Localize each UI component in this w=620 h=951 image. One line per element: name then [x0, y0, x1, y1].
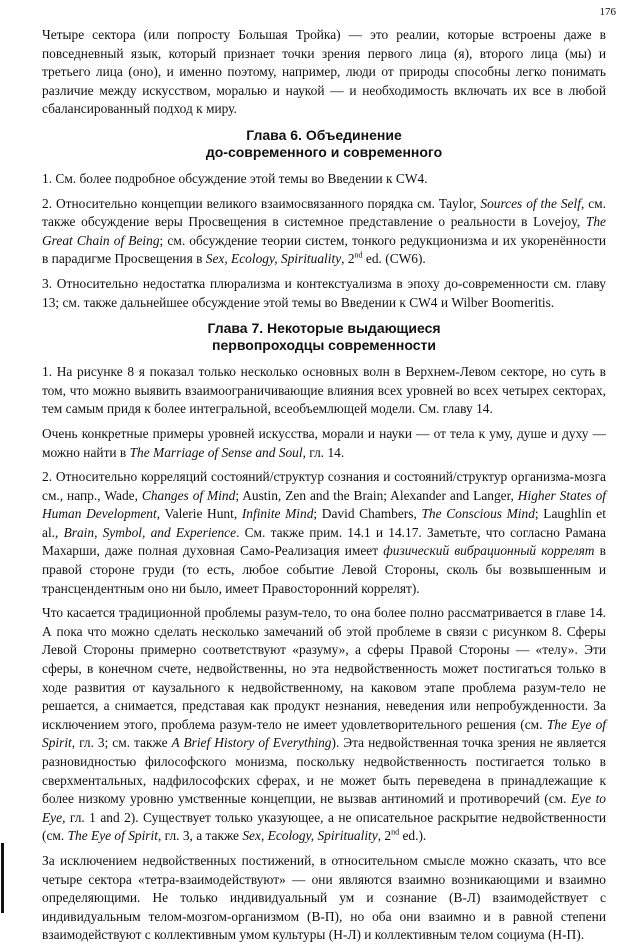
page-number: 176	[599, 6, 616, 18]
text-run: , гл. 1 and 2). Существует только указующее, а не описательное раскрытие недвойственности (см.	[42, 809, 606, 844]
page-content	[42, 26, 606, 951]
superscript: nd	[354, 250, 363, 260]
book-title: Changes of Mind	[141, 487, 236, 503]
text-run: , гл. 3; см. также	[71, 735, 172, 751]
book-title: The Marriage of Sense and Soul	[129, 444, 303, 460]
chapter-7-note-2-mind-body	[42, 604, 606, 846]
text-run: ). Эта недвойственная точка зрения не является разновидностью философского монизма, поскольку недвойственность постигается только в сверхментальных, надфилософских сферах, и не может быть переведена в принадлежащие к более низкому уровню умственные концепции, не вызвав антиномий и противоречий (см.	[42, 735, 606, 807]
text-run: ed.).	[399, 828, 427, 844]
book-title: Brain, Symbol, and Experience	[63, 524, 237, 540]
text-run: , 2	[341, 251, 355, 267]
text-run: , 2	[377, 828, 392, 844]
book-title: The Conscious Mind	[421, 506, 535, 522]
text-run: ; Laughlin et al.,	[42, 506, 606, 540]
chapter-7-note-2	[42, 468, 606, 598]
book-title: Sex, Ecology, Spirituality	[205, 251, 342, 267]
chapter-6-note-3: 3. Относительно недостатка плюрализма и контекстуализма в эпоху до-современности см. главу 13; см. также дальнейшее обсуждение этой темы во Введении к CW4 и Wilber Boomeritis.	[42, 275, 606, 310]
chapter-7-title-line-1: Глава 7. Некоторые выдающиеся	[207, 320, 441, 337]
text-run: , гл. 14.	[302, 444, 345, 460]
text-run: в правой стороне груди (то есть, любое событие Левой Стороны, сколь бы возвышенным и трансцендентным оно ни было, имеет Правосторонний коррелят).	[42, 543, 606, 596]
emphasis: физический вибрационный коррелят	[383, 543, 595, 559]
chapter-7-title-line-2: первопроходцы современности	[212, 337, 436, 354]
book-title: Higher States of Human Development	[42, 487, 606, 522]
chapter-6-title-line-1: Глава 6. Объединение	[246, 126, 402, 143]
text-run: Очень конкретные примеры уровней искусства, морали и науки — от тела к уму, душе и духу — можно найти в	[42, 425, 606, 460]
intro-paragraph: Четыре сектора (или попросту Большая Тройка) — это реалии, которые встроены даже в повседневный язык, который признает точки зрения первого лица (я), второго лица (мы) и третьего лица (оно), и именно поэтому, например, люди от природы способны легко понимать различие между искусством, моралью и наукой — и необходимость включать их все в любой сбалансированный подход к миру.	[42, 27, 606, 117]
text-run: . См. также прим. 14.1 и 14.17. Заметьте, что согласно Рамана Махарши, даже полная духовная Само-Реализация имеет	[42, 524, 606, 559]
chapter-6-title-line-2: до-современного и современного	[205, 143, 443, 160]
chapter-7-note-2-tetra-interaction: За исключением недвойственных постижений, в относительном смысле можно сказать, что все четыре сектора «тетра-взаимодействуют» — они являются взаимно возникающими и взаимно определяющими. Не только индивидуальный ум и сознание (В-Л) взаимодействует с индивидуальным телом-мозгом-организмом (В-П), но оба они взаимно и в равной степени взаимодействуют с коллективным умом культуры (Н-Л) и коллективным телом социума (Н-П).	[42, 852, 606, 943]
chapter-6-note-2	[42, 195, 606, 269]
text-run: Что касается традиционной проблемы разум-тело, то она более полно рассматривается в главе 14. А пока что можно сделать несколько замечаний об этой проблеме в связи с рисунком 8. Сферы Левой Стороны примерно соответствуют «разуму», а сферы Правой Стороны — «телу». Эти сферы, в конечном счете, недвойственны, но эта недвойственность может постигаться только в ходе развития от каузального к недвойственному, на каковом этапе проблема разум-тело не решается, а снимается, представая как продукт незнания, неведения или непробужденности. За исключением этого, проблема разум-тело не имеет удовлетворительного решения (см.	[42, 605, 606, 732]
chapter-6-heading	[42, 127, 606, 161]
text-run: ; см. обсуждение теории систем, тонкого редукционизма и их укоренённости в парадигме Просвещения в	[42, 232, 606, 267]
text-run: 2. Относительно концепции великого взаимосвязанного порядка см. Taylor,	[42, 195, 481, 211]
text-run: , см. также обсуждение веры Просвещения в системное представление о реальности в Lovejoy,	[42, 195, 606, 230]
text-run: , Valerie Hunt,	[156, 506, 242, 522]
book-title: The Great Chain of Being	[42, 214, 606, 248]
book-title: Sources of the Self	[480, 195, 581, 211]
book-title: A Brief History of Everything	[171, 735, 332, 751]
text-run: ; David Chambers,	[313, 506, 422, 522]
book-title: Infinite Mind	[241, 506, 314, 522]
text-run: 2. Относительно корреляций состояний/структур сознания и состояний/структур организма-мозга см., напр., Wade,	[42, 469, 606, 503]
book-title: Eye to Eye	[42, 791, 606, 825]
book-title: The Eye of Spirit	[67, 828, 158, 844]
text-run: ; Austin, Zen and the Brain; Alexander and Langer,	[235, 487, 518, 503]
text-run: ed. (CW6).	[362, 251, 426, 267]
book-title: Sex, Ecology, Spirituality	[242, 828, 378, 844]
chapter-7-heading	[42, 320, 606, 354]
chapter-7-note-1-continued	[42, 425, 606, 462]
book-title: The Eye of Spirit	[42, 716, 607, 751]
chapter-7-note-1: 1. На рисунке 8 я показал только несколько основных волн в Верхнем-Левом секторе, но суть в том, что можно выявить взаимоограничивающие влияния всех уровней во всех четырех секторах, тем самым придя к более интегральной, всеобъемлющей модели. См. главу 14.	[42, 364, 606, 417]
scan-edge-bar	[1, 843, 4, 913]
chapter-6-note-1: 1. См. более подробное обсуждение этой темы во Введении к CW4.	[42, 170, 428, 186]
text-run: , гл. 3, а также	[157, 828, 243, 844]
superscript: nd	[391, 827, 400, 837]
